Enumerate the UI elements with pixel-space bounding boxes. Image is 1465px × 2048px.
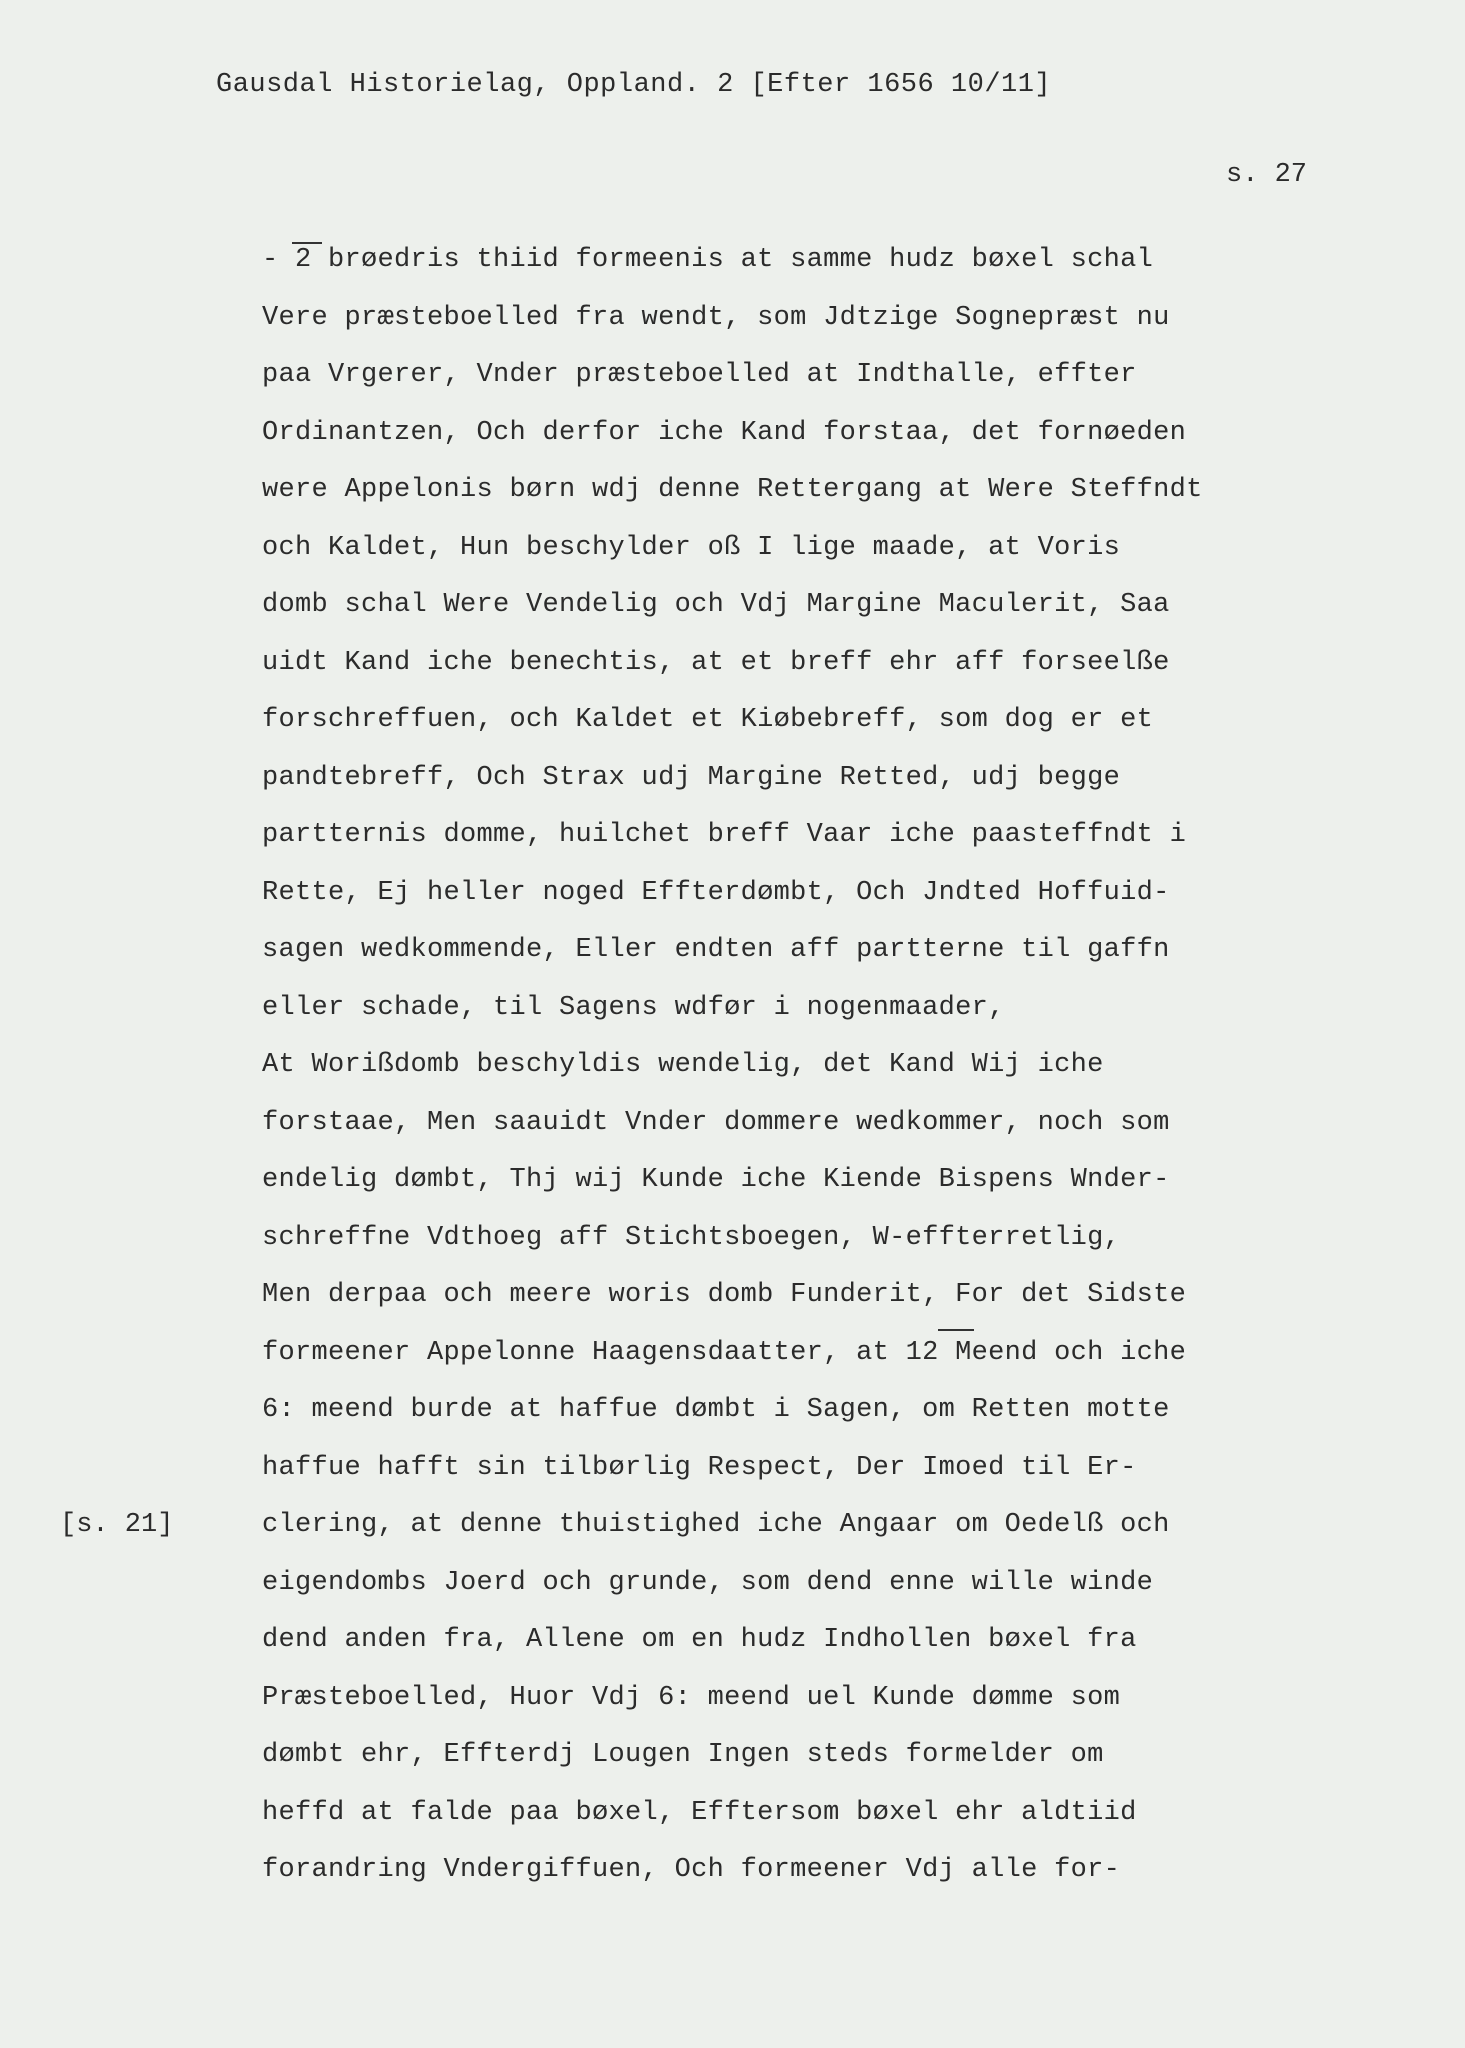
text-line: paa Vrgerer, Vnder præsteboelled at Indthalle, effter [262, 360, 1137, 390]
text-line: Ordinantzen, Och derfor iche Kand forstaa, det fornøeden [262, 417, 1187, 448]
text-line: forschreffuen, och Kaldet et Kiøbebreff, som dog er et [262, 705, 1154, 735]
text-line: Vere præsteboelled fra wendt, som Jdtzige Sognepræst nu [262, 302, 1170, 333]
text-line: At Worißdomb beschyldis wendelig, det Kand Wij iche [262, 1050, 1104, 1080]
text-line: partternis domme, huilchet breff Vaar iche paasteffndt i [262, 820, 1187, 850]
text-line: eller schade, til Sagens wdfør i nogenmaader, [262, 992, 1005, 1023]
text-line: uidt Kand iche benechtis, at et breff ehr aff forseelße [262, 647, 1170, 678]
overbar-mark [938, 1329, 974, 1331]
text-line: dømbt ehr, Effterdj Lougen Ingen steds formelder om [262, 1740, 1104, 1770]
text-line: heffd at falde paa bøxel, Efftersom bøxel ehr aldtiid [262, 1797, 1137, 1828]
text-line: pandtebreff, Och Strax udj Margine Retted, udj begge [262, 762, 1121, 793]
transcription-body [262, 240, 1203, 1908]
text-line: dend anden fra, Allene om en hudz Indhollen bøxel fra [262, 1625, 1137, 1655]
text-line: sagen wedkommende, Eller endten aff partterne til gaffn [262, 935, 1170, 965]
text-line: schreffne Vdthoeg aff Stichtsboegen, W-effterretlig, [262, 1222, 1121, 1253]
document-header: Gausdal Historielag, Oppland. 2 [Efter 1656 10/11] [216, 70, 1052, 100]
text-line: were Appelonis børn wdj denne Rettergang at Were Steffndt [262, 475, 1203, 505]
text-line: - 2 brøedris thiid formeenis at samme hudz bøxel schal [262, 245, 1154, 275]
text-line: forandring Vndergiffuen, Och formeener Vdj alle for- [262, 1855, 1121, 1885]
text-line: haffue hafft sin tilbørlig Respect, Der Imoed til Er- [262, 1452, 1137, 1483]
text-line: forstaae, Men saauidt Vnder dommere wedkommer, noch som [262, 1107, 1170, 1138]
text-line: formeener Appelonne Haagensdaatter, at 12 Meend och iche [262, 1337, 1187, 1368]
text-line: clering, at denne thuistighed iche Angaar om Oedelß och [262, 1510, 1170, 1540]
text-line: Præsteboelled, Huor Vdj 6: meend uel Kunde dømme som [262, 1682, 1121, 1713]
text-line: domb schal Were Vendelig och Vdj Margine Maculerit, Saa [262, 590, 1170, 620]
page-number: s. 27 [1226, 160, 1308, 190]
text-line: Rette, Ej heller noged Effterdømbt, Och Jndted Hoffuid- [262, 877, 1170, 908]
text-line: endelig dømbt, Thj wij Kunde iche Kiende Bispens Wnder- [262, 1165, 1170, 1195]
text-line: 6: meend burde at haffue dømbt i Sagen, om Retten motte [262, 1395, 1170, 1425]
text-line: eigendombs Joerd och grunde, som dend enne wille winde [262, 1567, 1154, 1598]
text-line: Men derpaa och meere woris domb Funderit, For det Sidste [262, 1280, 1187, 1310]
margin-page-reference: [s. 21] [60, 1510, 174, 1540]
text-line: och Kaldet, Hun beschylder oß I lige maade, at Voris [262, 532, 1121, 563]
overbar-mark [292, 242, 322, 244]
